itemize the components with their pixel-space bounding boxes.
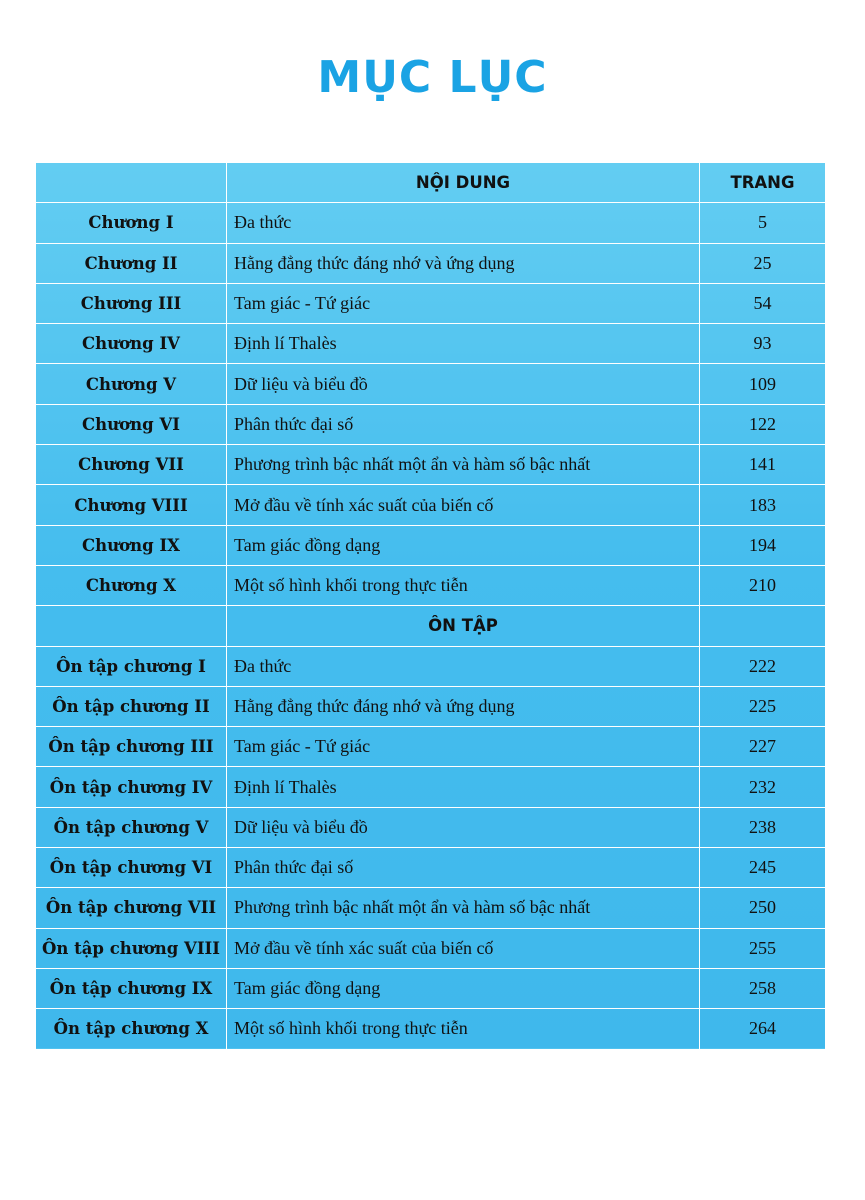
review-title: Dữ liệu và biểu đồ (227, 807, 700, 847)
chapter-label: Chương IX (36, 525, 227, 565)
review-title: Hằng đẳng thức đáng nhớ và ứng dụng (227, 686, 700, 726)
chapter-title: Một số hình khối trong thực tiễn (227, 565, 700, 605)
review-label: Ôn tập chương VIII (36, 928, 227, 968)
section-blank-cell (700, 606, 826, 646)
review-title: Đa thức (227, 646, 700, 686)
review-section-row (36, 606, 826, 646)
chapter-title: Định lí Thalès (227, 324, 700, 364)
chapter-page: 54 (700, 283, 826, 323)
review-label: Ôn tập chương IV (36, 767, 227, 807)
review-page: 258 (700, 968, 826, 1008)
review-label: Ôn tập chương IX (36, 968, 227, 1008)
toc-row (36, 888, 826, 928)
toc-row (36, 767, 826, 807)
chapter-label: Chương VIII (36, 485, 227, 525)
review-page: 255 (700, 928, 826, 968)
chapter-label: Chương II (36, 243, 227, 283)
chapter-page: 25 (700, 243, 826, 283)
toc-row (36, 807, 826, 847)
review-label: Ôn tập chương II (36, 686, 227, 726)
review-page: 238 (700, 807, 826, 847)
chapter-label: Chương VI (36, 404, 227, 444)
review-title: Phân thức đại số (227, 848, 700, 888)
review-title: Tam giác đồng dạng (227, 968, 700, 1008)
toc-row (36, 445, 826, 485)
review-section-heading: ÔN TẬP (227, 606, 700, 646)
toc-row (36, 364, 826, 404)
chapter-label: Chương III (36, 283, 227, 323)
toc-row (36, 686, 826, 726)
review-page: 227 (700, 727, 826, 767)
review-page: 232 (700, 767, 826, 807)
chapter-page: 122 (700, 404, 826, 444)
review-label: Ôn tập chương V (36, 807, 227, 847)
toc-row (36, 203, 826, 243)
review-label: Ôn tập chương VI (36, 848, 227, 888)
toc-row (36, 565, 826, 605)
review-title: Tam giác - Tứ giác (227, 727, 700, 767)
chapter-label: Chương I (36, 203, 227, 243)
review-title: Định lí Thalès (227, 767, 700, 807)
chapter-page: 93 (700, 324, 826, 364)
header-page: TRANG (700, 163, 826, 203)
review-page: 222 (700, 646, 826, 686)
review-page: 264 (700, 1009, 826, 1049)
toc-row (36, 646, 826, 686)
chapter-page: 183 (700, 485, 826, 525)
chapter-page: 109 (700, 364, 826, 404)
chapter-page: 141 (700, 445, 826, 485)
chapter-label: Chương X (36, 565, 227, 605)
toc-row (36, 525, 826, 565)
section-blank-cell (36, 606, 227, 646)
toc-header-row (36, 163, 826, 203)
toc-row (36, 727, 826, 767)
chapter-title: Đa thức (227, 203, 700, 243)
toc-row (36, 928, 826, 968)
chapter-title: Tam giác - Tứ giác (227, 283, 700, 323)
review-label: Ôn tập chương III (36, 727, 227, 767)
review-page: 245 (700, 848, 826, 888)
toc-row (36, 243, 826, 283)
toc-row (36, 848, 826, 888)
toc-row (36, 485, 826, 525)
chapter-label: Chương VII (36, 445, 227, 485)
chapter-page: 5 (700, 203, 826, 243)
toc-row (36, 404, 826, 444)
review-label: Ôn tập chương VII (36, 888, 227, 928)
chapter-title: Hằng đẳng thức đáng nhớ và ứng dụng (227, 243, 700, 283)
toc-row (36, 968, 826, 1008)
review-page: 250 (700, 888, 826, 928)
chapter-title: Mở đầu về tính xác suất của biến cố (227, 485, 700, 525)
chapter-title: Dữ liệu và biểu đồ (227, 364, 700, 404)
chapter-title: Phương trình bậc nhất một ẩn và hàm số bậc nhất (227, 445, 700, 485)
review-title: Một số hình khối trong thực tiễn (227, 1009, 700, 1049)
toc-row (36, 283, 826, 323)
chapter-label: Chương IV (36, 324, 227, 364)
toc-row (36, 1009, 826, 1049)
chapter-title: Phân thức đại số (227, 404, 700, 444)
review-title: Phương trình bậc nhất một ẩn và hàm số bậc nhất (227, 888, 700, 928)
review-label: Ôn tập chương I (36, 646, 227, 686)
review-page: 225 (700, 686, 826, 726)
chapter-page: 194 (700, 525, 826, 565)
chapter-page: 210 (700, 565, 826, 605)
header-content: NỘI DUNG (227, 163, 700, 203)
review-label: Ôn tập chương X (36, 1009, 227, 1049)
toc-table (35, 162, 826, 1050)
chapter-label: Chương V (36, 364, 227, 404)
page-title: MỤC LỤC (317, 52, 548, 103)
chapter-title: Tam giác đồng dạng (227, 525, 700, 565)
toc-row (36, 324, 826, 364)
review-title: Mở đầu về tính xác suất của biến cố (227, 928, 700, 968)
header-blank-cell (36, 163, 227, 203)
